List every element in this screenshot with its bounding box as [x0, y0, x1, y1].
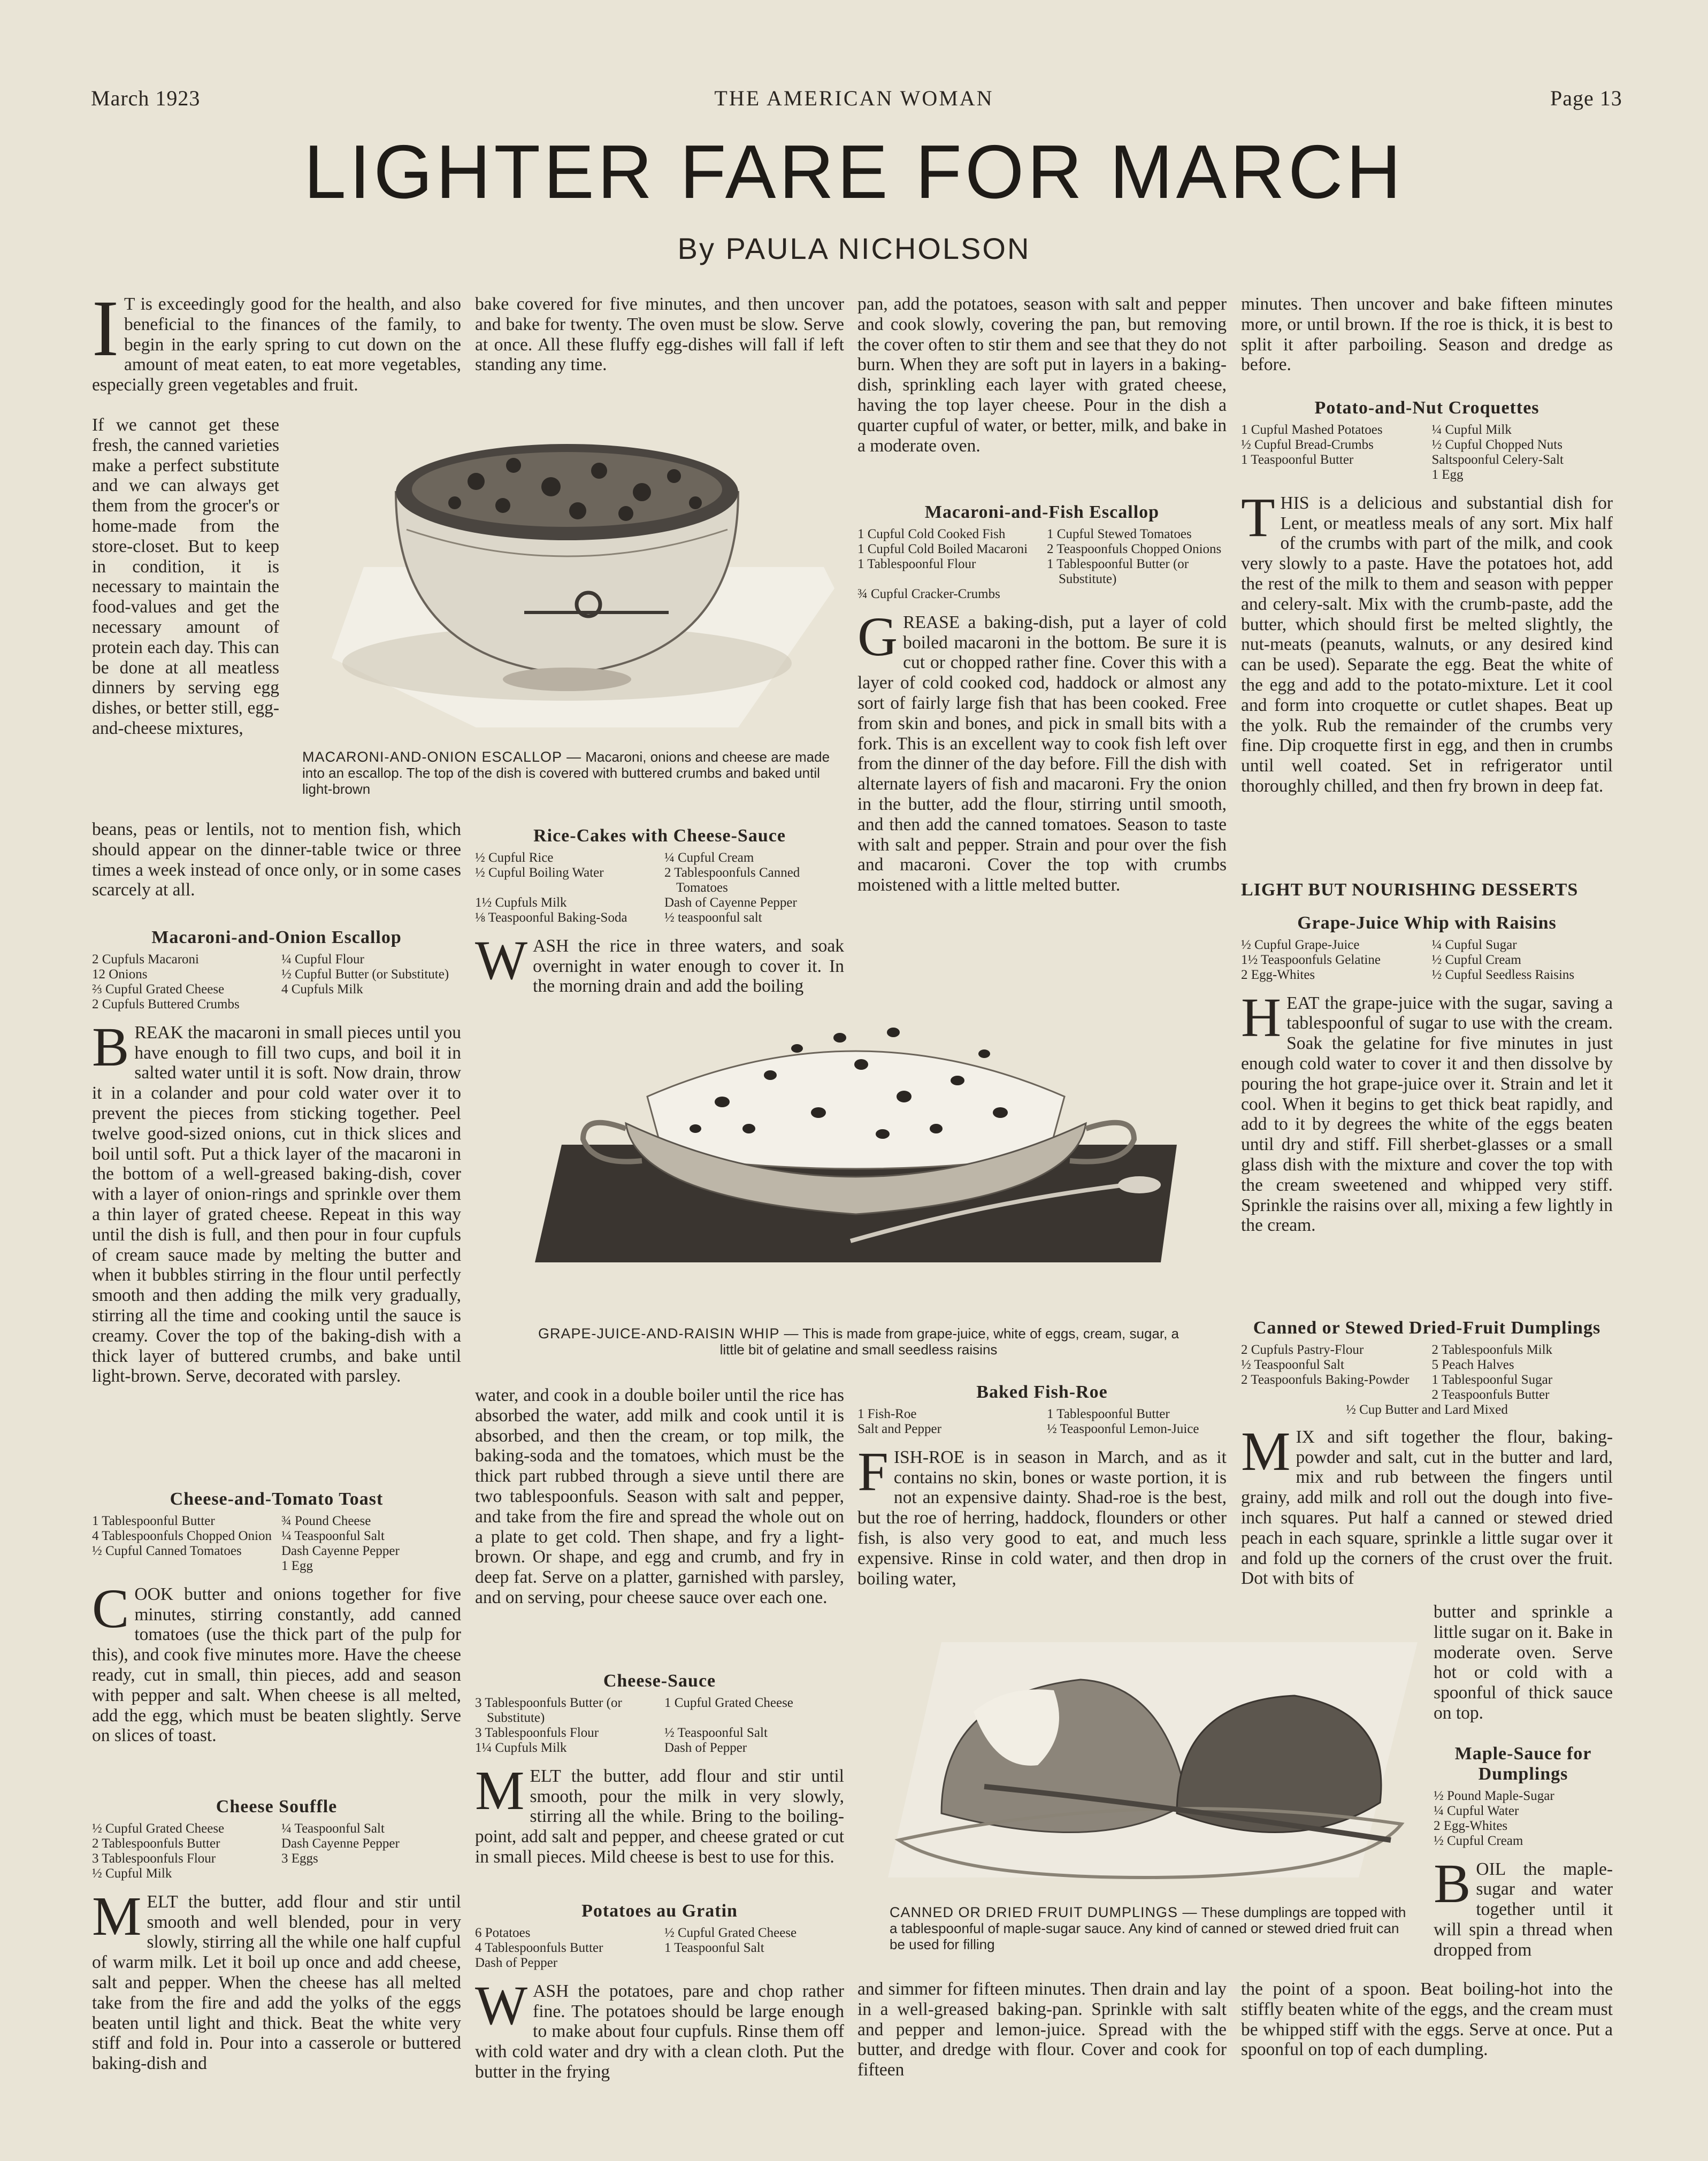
recipe-method — [475, 1974, 844, 2082]
dropcap: I — [92, 284, 119, 373]
ingredient: 1 Cupful Stewed Tomatoes — [1047, 526, 1192, 541]
ingredient: Dash of Cayenne Pepper — [664, 895, 797, 910]
ingredient: ¼ Teaspoonful Salt — [281, 1821, 385, 1836]
dropcap: W — [475, 1974, 528, 2036]
ingredient: 4 Tablespoonfuls Butter — [475, 1940, 603, 1955]
page-title: LIGHTER FARE FOR MARCH — [303, 129, 1405, 214]
ingredient: Dash Cayenne Pepper — [281, 1543, 400, 1558]
ingredient: ½ Cupful Cream — [1434, 1833, 1523, 1848]
ingredient: ½ Cupful Grated Cheese — [92, 1821, 225, 1836]
maple-sauce-continued: the point of a spoon. Beat boiling-hot into the stiffly beaten white of the eggs, and the cream must be whipped stiff with the eggs. Serve at once. Put a spoonful on top of each dumpling. — [1241, 1979, 1613, 2060]
ingredient — [92, 1559, 272, 1574]
ingredient: 1 Egg — [1431, 467, 1464, 482]
recipe-method — [475, 929, 844, 997]
dropcap: W — [475, 929, 528, 991]
ingredient: 2 Teaspoonfuls Chopped Onions — [1047, 541, 1222, 556]
section-heading: LIGHT BUT NOURISHING DESSERTS — [1241, 880, 1579, 900]
ingredient-list — [475, 1926, 844, 1971]
method-text: ASH the rice in three waters, and soak overnight in water enough to cover it. In the morning drain and add the boiling — [533, 936, 844, 997]
recipe-maple-sauce — [1434, 1738, 1613, 1960]
ingredient-list — [92, 1821, 461, 1881]
caption-title: CANNED OR DRIED FRUIT DUMPLINGS — — [890, 1904, 1198, 1920]
recipe-method — [475, 1759, 844, 1867]
ingredient: ¼ Cupful Water — [1434, 1803, 1519, 1818]
macaroni-caption — [302, 749, 837, 797]
ingredient: 3 Tablespoonfuls Butter (or Substitute) — [475, 1695, 622, 1725]
ingredient: ¼ Teaspoonful Salt — [281, 1528, 385, 1543]
ingredient: ½ Cupful Grated Cheese — [664, 1925, 797, 1940]
recipe-title: Grape-Juice Whip with Raisins — [1297, 913, 1557, 933]
ingredient: 2 Egg-Whites — [1434, 1818, 1508, 1833]
method-text: OIL the maple-sugar and water together until it will spin a thread when dropped from — [1434, 1859, 1613, 1960]
recipe-title: Macaroni-and-Onion Escallop — [151, 928, 402, 947]
ingredient: Dash of Pepper — [664, 1740, 747, 1755]
ingredient: 1 Tablespoonful Butter — [92, 1513, 215, 1528]
ingredient — [1241, 1388, 1422, 1403]
recipe-title: Cheese-and-Tomato Toast — [170, 1489, 384, 1509]
ingredient: 6 Potatoes — [475, 1925, 531, 1940]
ingredient-list — [1241, 938, 1613, 983]
ingredient: ¾ Cupful Cracker-Crumbs — [857, 586, 1000, 601]
recipe-title: Potato-and-Nut Croquettes — [1314, 398, 1540, 418]
recipe-method — [92, 1016, 461, 1386]
ingredient: 1¼ Cupfuls Milk — [475, 1740, 567, 1755]
ingredient: 3 Tablespoonfuls Flour — [92, 1851, 216, 1866]
recipe-cheese-tomato — [92, 1476, 461, 1746]
ingredient: ½ Cupful Butter (or Substitute) — [281, 967, 449, 982]
ingredient: 1½ Cupfuls Milk — [475, 895, 567, 910]
caption-title: MACARONI-AND-ONION ESCALLOP — — [302, 749, 582, 765]
intro-text: T is exceedingly good for the health, and also beneficial to the finances of the family, to begin in the early spring to cut down on the amount of meat eaten, to eat more vegetables, especially green vegetables and fruit. — [92, 294, 461, 395]
dropcap: G — [857, 606, 898, 668]
ingredient — [664, 1956, 844, 1971]
ingredient: ½ Cup Butter and Lard Mixed — [1346, 1402, 1508, 1417]
byline: By PAULA NICHOLSON — [677, 232, 1031, 265]
ingredient: 2 Tablespoonfuls Canned Tomatoes — [664, 865, 800, 895]
intro-tail: beans, peas or lentils, not to mention fish, which should appear on the dinner-table twice or three times a week instead of once only, or in some cases scarcely at all. — [92, 819, 461, 900]
intro-narrow: If we cannot get these fresh, the canned varieties make a perfect substitute and we can always get them from the grocer's or home-made from the store-closet. But to keep in condition, it is necessary to maintain the food-values and get the necessary amount of protein each day. This can be done at all meatless dinners by serving egg dishes, or better still, egg-and-cheese mixtures, — [92, 415, 279, 738]
fish-roe-continued: and simmer for fifteen minutes. Then drain and lay in a well-greased baking-pan. Sprinkle with salt and pepper and lemon-juice. Spread with the butter, and dredge with flour. Cover and cook for fifteen — [857, 1979, 1227, 2080]
ingredient: 2 Tablespoonfuls Milk — [1431, 1342, 1553, 1357]
ingredient-list — [857, 1407, 1227, 1437]
caption-text: Macaroni, onions and cheese are made into an escallop. The top of the dish is covered with buttered crumbs and baked until light-brown — [302, 749, 830, 797]
ingredient: ½ Teaspoonful Lemon-Juice — [1047, 1421, 1199, 1436]
ingredient: ½ Cupful Canned Tomatoes — [92, 1543, 242, 1558]
ingredient — [1241, 468, 1422, 482]
ingredient: ½ Cupful Seedless Raisins — [1431, 967, 1575, 982]
method-text: IX and sift together the flour, baking-powder and salt, cut in the butter and lard, mix and rub between the fingers until grainy, add milk and roll out the dough into five-inch squares. Put half a canned or stewed dried peach in each square, sprinkle a little sugar over it and fold up the corners of the crust over the fruit. Dot with bits of — [1241, 1427, 1613, 1589]
ingredient-list — [1241, 1343, 1613, 1403]
recipe-cheese-souffle — [92, 1784, 461, 2074]
recipe-title: Rice-Cakes with Cheese-Sauce — [533, 826, 786, 846]
recipe-method — [1241, 486, 1613, 796]
ingredient — [1047, 587, 1227, 602]
ingredient: 1 Tablespoonful Butter — [1047, 1406, 1170, 1421]
ingredient: 1 Tablespoonful Butter (or Substitute) — [1047, 556, 1189, 586]
method-text: ISH-ROE is in season in March, and as it contains no skin, bones or waste portion, it is not an expensive dainty. Shad-roe is the best, but the roe of herring, haddock, flounders or other fish, is also very good to eat, and much less expensive. Rinse in cold water, and then drop in boiling water, — [857, 1447, 1227, 1589]
recipe-title: Cheese Souffle — [216, 1797, 338, 1817]
method-text: HIS is a delicious and substantial dish for Lent, or meatless meals of any sort. Mix half of the crumbs with part of the milk, and cook very slowly to a paste. Have the potatoes hot, add the rest of the milk to them and season with pepper and celery-salt. Mix with the crumb-paste, add the butter, which should first be melted slightly, the nut-meats (peanuts, walnuts, or any desired kind can be used). Separate the egg. Beat the white of the egg and add to the potato-mixture. Let it cool and form into croquette or cutlet shapes. Beat up the yolk. Rub the remainder of the crumbs very fine. Dip croquette first in egg, and then in crumbs until well coated. Set in refrigerator until thoroughly chilled, and then fry brown in deep fat. — [1241, 493, 1613, 796]
recipe-title: Macaroni-and-Fish Escallop — [924, 502, 1160, 522]
ingredient: ½ Cupful Boiling Water — [475, 865, 604, 880]
ingredient: 1 Cupful Grated Cheese — [664, 1695, 793, 1710]
desserts-section — [1241, 869, 1613, 1236]
ingredient: ½ Cupful Bread-Crumbs — [1241, 437, 1374, 452]
method-text: REASE a baking-dish, put a layer of cold boiled macaroni in the bottom. Be sure it is cut or chopped rather fine. Cover this with a layer of cold cooked cod, haddock or almost any sort of fairly large fish that has been cooked. Free from skin and bones, and pick in small bits with a fork. This is an excellent way to cook fish left over from the dinner of the day before. Fill the dish with alternate layers of fish and macaroni. Fry the onion in the butter, add the flour, stirring until smooth, and then add the canned tomatoes. Season to taste with salt and pepper. Strain and pour over the fish and macaroni. Cover the top with crumbs moistened with a little melted butter. — [857, 612, 1227, 895]
recipe-method — [1434, 1852, 1613, 1960]
issue-date: March 1923 — [91, 86, 201, 110]
ingredient — [281, 997, 461, 1012]
ingredient: Dash Cayenne Pepper — [281, 1836, 400, 1851]
method-text: OOK butter and onions together for five minutes, stirring constantly, add canned tomatoes (use the thick part of the pulp for this), and cook five minutes more. Have the cheese ready, cut in small, thin pieces, add and season with pepper and salt. When cheese is all melted, add the egg, which must be beaten slightly. Serve on slices of toast. — [92, 1584, 461, 1746]
ingredient: ½ Cupful Cream — [1431, 952, 1521, 967]
ingredient: 2 Cupfuls Buttered Crumbs — [92, 997, 240, 1011]
dropcap: M — [1241, 1420, 1291, 1482]
ingredient: 3 Tablespoonfuls Flour — [475, 1725, 599, 1740]
ingredient-list — [92, 1514, 461, 1574]
ingredient-list — [1434, 1789, 1613, 1849]
ingredient: Dash of Pepper — [475, 1955, 558, 1970]
intro-paragraph — [92, 284, 461, 395]
ingredient: ⅔ Cupful Grated Cheese — [92, 982, 225, 997]
ingredient-list — [92, 952, 461, 1012]
recipe-potatoes-gratin — [475, 1888, 844, 2082]
grape-whip-caption — [524, 1325, 1193, 1358]
ingredient: ½ teaspoonful salt — [664, 910, 762, 925]
potatoes-continued: pan, add the potatoes, season with salt and pepper and cook slowly, covering the pan, but removing the cover often to stir them and see that they do not burn. When they are soft put in layers in a baking-dish, sprinkling each layer with grated cheese, having the top layer cheese. Pour in the dish a quarter cupful of water, or better, milk, and bake in a moderate oven. — [857, 294, 1227, 456]
ingredient: ½ Cupful Grape-Juice — [1241, 937, 1360, 952]
dumplings-caption — [890, 1904, 1414, 1952]
recipe-title: Maple-Sauce for Dumplings — [1454, 1744, 1592, 1784]
ingredient: 2 Teaspoonfuls Baking-Powder — [1241, 1372, 1410, 1387]
method-text: ASH the potatoes, pare and chop rather fine. The potatoes should be large enough to make about four cupfuls. Rinse them off with cold water and dry with a clean cloth. Put the butter in the frying — [475, 1981, 844, 2082]
page-number: Page 13 — [1550, 86, 1622, 110]
ingredient: ¼ Cupful Sugar — [1431, 937, 1517, 952]
ingredient: 4 Tablespoonfuls Chopped Onion — [92, 1528, 272, 1543]
recipe-cheese-sauce — [475, 1658, 844, 1867]
grape-whip-photo — [519, 1006, 1193, 1273]
ingredient: 5 Peach Halves — [1431, 1357, 1514, 1372]
dropcap: C — [92, 1577, 129, 1639]
ingredient — [281, 1866, 461, 1881]
recipe-method — [857, 1440, 1227, 1589]
ingredient: ½ Cupful Milk — [92, 1866, 172, 1881]
recipe-title: Potatoes au Gratin — [581, 1901, 738, 1921]
recipe-rice-cakes — [475, 813, 844, 997]
dumplings-photo — [877, 1610, 1418, 1888]
ingredient: Saltspoonful Celery-Salt — [1431, 452, 1564, 467]
ingredient: Salt and Pepper — [857, 1421, 941, 1436]
recipe-method — [1241, 986, 1613, 1236]
recipe-method — [857, 606, 1227, 895]
ingredient: ¾ Pound Cheese — [281, 1513, 371, 1528]
ingredient: ¼ Cupful Milk — [1431, 422, 1512, 437]
ingredient: 1 Egg — [281, 1558, 313, 1573]
ingredient: 12 Onions — [92, 967, 148, 982]
rice-cakes-continued: water, and cook in a double boiler until the rice has absorbed the water, add milk and cook until it is absorbed, and then the cream, or top milk, the baking-soda and the tomatoes, which must be the thick part rubbed through a sieve until there are two tablespoonfuls. Season with salt and pepper, and take from the fire and spread the whole out on a plate to get cold. Then shape, and fry a light-brown. Or shape, and egg and crumb, and fry in deep fat. Serve on a platter, garnished with parsley, and on serving, pour cheese sauce over each one. — [475, 1385, 844, 1607]
souffle-continued: bake covered for five minutes, and then uncover and bake for twenty. The oven must be slow. Serve at once. All these fluffy egg-dishes will fall if left standing any time. — [475, 294, 844, 375]
dropcap: B — [92, 1016, 129, 1078]
recipe-title: Baked Fish-Roe — [976, 1382, 1108, 1402]
ingredient: 1 Cupful Mashed Potatoes — [1241, 422, 1383, 437]
recipe-title: Canned or Stewed Dried-Fruit Dumplings — [1253, 1318, 1601, 1338]
magazine-name: THE AMERICAN WOMAN — [714, 86, 994, 110]
ingredient: ⅛ Teaspoonful Baking-Soda — [475, 910, 627, 925]
recipe-method — [92, 1885, 461, 2074]
ingredient: ¼ Cupful Flour — [281, 952, 364, 967]
recipe-baked-fish-roe — [857, 1369, 1227, 1589]
ingredient-list — [475, 850, 844, 925]
ingredient: 3 Eggs — [281, 1851, 318, 1866]
method-text: EAT the grape-juice with the sugar, saving a tablespoonful of sugar to use with the cream. Soak the gelatine for five minutes in just enough cold water to cover it and then dissolve by pouring the hot grape-juice over it. Strain and let it cool. When it begins to get thick beat rapidly, and add to it by degrees the white of the eggs beaten until dry and stiff. Fill sherbet-glasses or a small glass dish with the mixture and cover the top with the cream sweetened and whipped very stiff. Sprinkle the raisins over all, mixing a few lightly in the cream. — [1241, 993, 1613, 1236]
ingredient: 1 Fish-Roe — [857, 1406, 917, 1421]
ingredient: 1 Tablespoonful Flour — [857, 556, 976, 571]
ingredient: 2 Cupfuls Macaroni — [92, 952, 199, 967]
ingredient: 2 Teaspoonfuls Butter — [1431, 1387, 1550, 1402]
method-text: REAK the macaroni in small pieces until you have enough to fill two cups, and boil it in salted water until it is soft. Now drain, throw it in a colander and pour cold water over it to prevent the pieces from sticking together. Peel twelve good-sized onions, cut in thick slices and boil until soft. Put a thick layer of the macaroni in the bottom of a well-greased baking-dish, cover with a layer of onion-rings and sprinkle over them a thin layer of grated cheese. Repeat in this way until the dish is full, and then pour in four cupfuls of cream sauce made by melting the butter and when it bubbles stirring in the flour until perfectly smooth and then adding the milk very gradually, stirring all the time and cooking until the sauce is creamy. Cover the top of the baking-dish with a thick layer of buttered crumbs, and bake until light-brown. Serve, decorated with parsley. — [92, 1022, 461, 1386]
ingredient: 2 Cupfuls Pastry-Flour — [1241, 1342, 1364, 1357]
ingredient-list — [475, 1696, 844, 1756]
dropcap: B — [1434, 1852, 1471, 1914]
recipe-potato-nut — [1241, 385, 1613, 796]
ingredient: ½ Pound Maple-Sugar — [1434, 1788, 1554, 1803]
recipe-method — [92, 1577, 461, 1746]
method-text: ELT the butter, add flour and stir until smooth and well blended, pour in very slowly, stirring all the while one half cupful of warm milk. Let it boil up once and add cheese, salt and pepper. When the cheese has all melted take from the fire and add the yolks of the eggs beaten until light and thick. Beat the white very stiff and fold in. Pour into a casserole or buttered baking-dish and — [92, 1891, 461, 2074]
dropcap: H — [1241, 986, 1282, 1048]
dumplings-continued: butter and sprinkle a little sugar on it. Bake in moderate oven. Serve hot or cold with a spoonful of thick sauce on top. — [1434, 1602, 1613, 1723]
macaroni-escallop-photo — [300, 407, 845, 738]
dropcap: F — [857, 1440, 889, 1503]
recipe-method — [1241, 1420, 1613, 1589]
ingredient: 1 Cupful Cold Cooked Fish — [857, 526, 1006, 541]
ingredient-list — [857, 527, 1227, 602]
ingredient: 1 Teaspoonful Salt — [664, 1940, 764, 1955]
ingredient: 1 Teaspoonful Butter — [1241, 452, 1354, 467]
method-text: ELT the butter, add flour and stir until smooth, pour the milk in very slowly, stirring all the while. Bring to the boiling-point, add salt and pepper, and cheese grated or cut in small pieces. Mild cheese is best to use for this. — [475, 1766, 844, 1867]
fish-roe-continued-2: minutes. Then uncover and bake fifteen minutes more, or until brown. If the roe is thick, it is best to split it after parboiling. Season and dredge as before. — [1241, 294, 1613, 375]
ingredient: 1 Tablespoonful Sugar — [1431, 1372, 1553, 1387]
ingredient: 2 Egg-Whites — [1241, 967, 1315, 982]
caption-text: These dumplings are topped with a tablespoonful of maple-sugar sauce. Any kind of canned or stewed dried fruit can be used for filling — [890, 1904, 1406, 1952]
caption-text: This is made from grape-juice, white of eggs, cream, sugar, a little bit of gelatine and small seedless raisins — [719, 1325, 1179, 1358]
dropcap: M — [92, 1885, 142, 1947]
ingredient: 1 Cupful Cold Boiled Macaroni — [857, 541, 1028, 556]
caption-title: GRAPE-JUICE-AND-RAISIN WHIP — — [538, 1325, 799, 1342]
dropcap: M — [475, 1759, 525, 1821]
recipe-macaroni-onion — [92, 915, 461, 1386]
ingredient: 2 Tablespoonfuls Butter — [92, 1836, 220, 1851]
ingredient: ½ Cupful Chopped Nuts — [1431, 437, 1563, 452]
ingredient: ½ Teaspoonful Salt — [1241, 1357, 1344, 1372]
ingredient: ½ Cupful Rice — [475, 850, 554, 865]
ingredient-list — [1241, 423, 1613, 482]
ingredient: ¼ Cupful Cream — [664, 850, 754, 865]
ingredient: 4 Cupfuls Milk — [281, 982, 363, 997]
recipe-dumplings — [1241, 1305, 1613, 1589]
dropcap: T — [1241, 486, 1275, 548]
recipe-title: Cheese-Sauce — [603, 1671, 716, 1691]
recipe-macaroni-fish — [857, 489, 1227, 895]
ingredient: ½ Teaspoonful Salt — [664, 1725, 768, 1740]
ingredient: 1½ Teaspoonfuls Gelatine — [1241, 952, 1381, 967]
